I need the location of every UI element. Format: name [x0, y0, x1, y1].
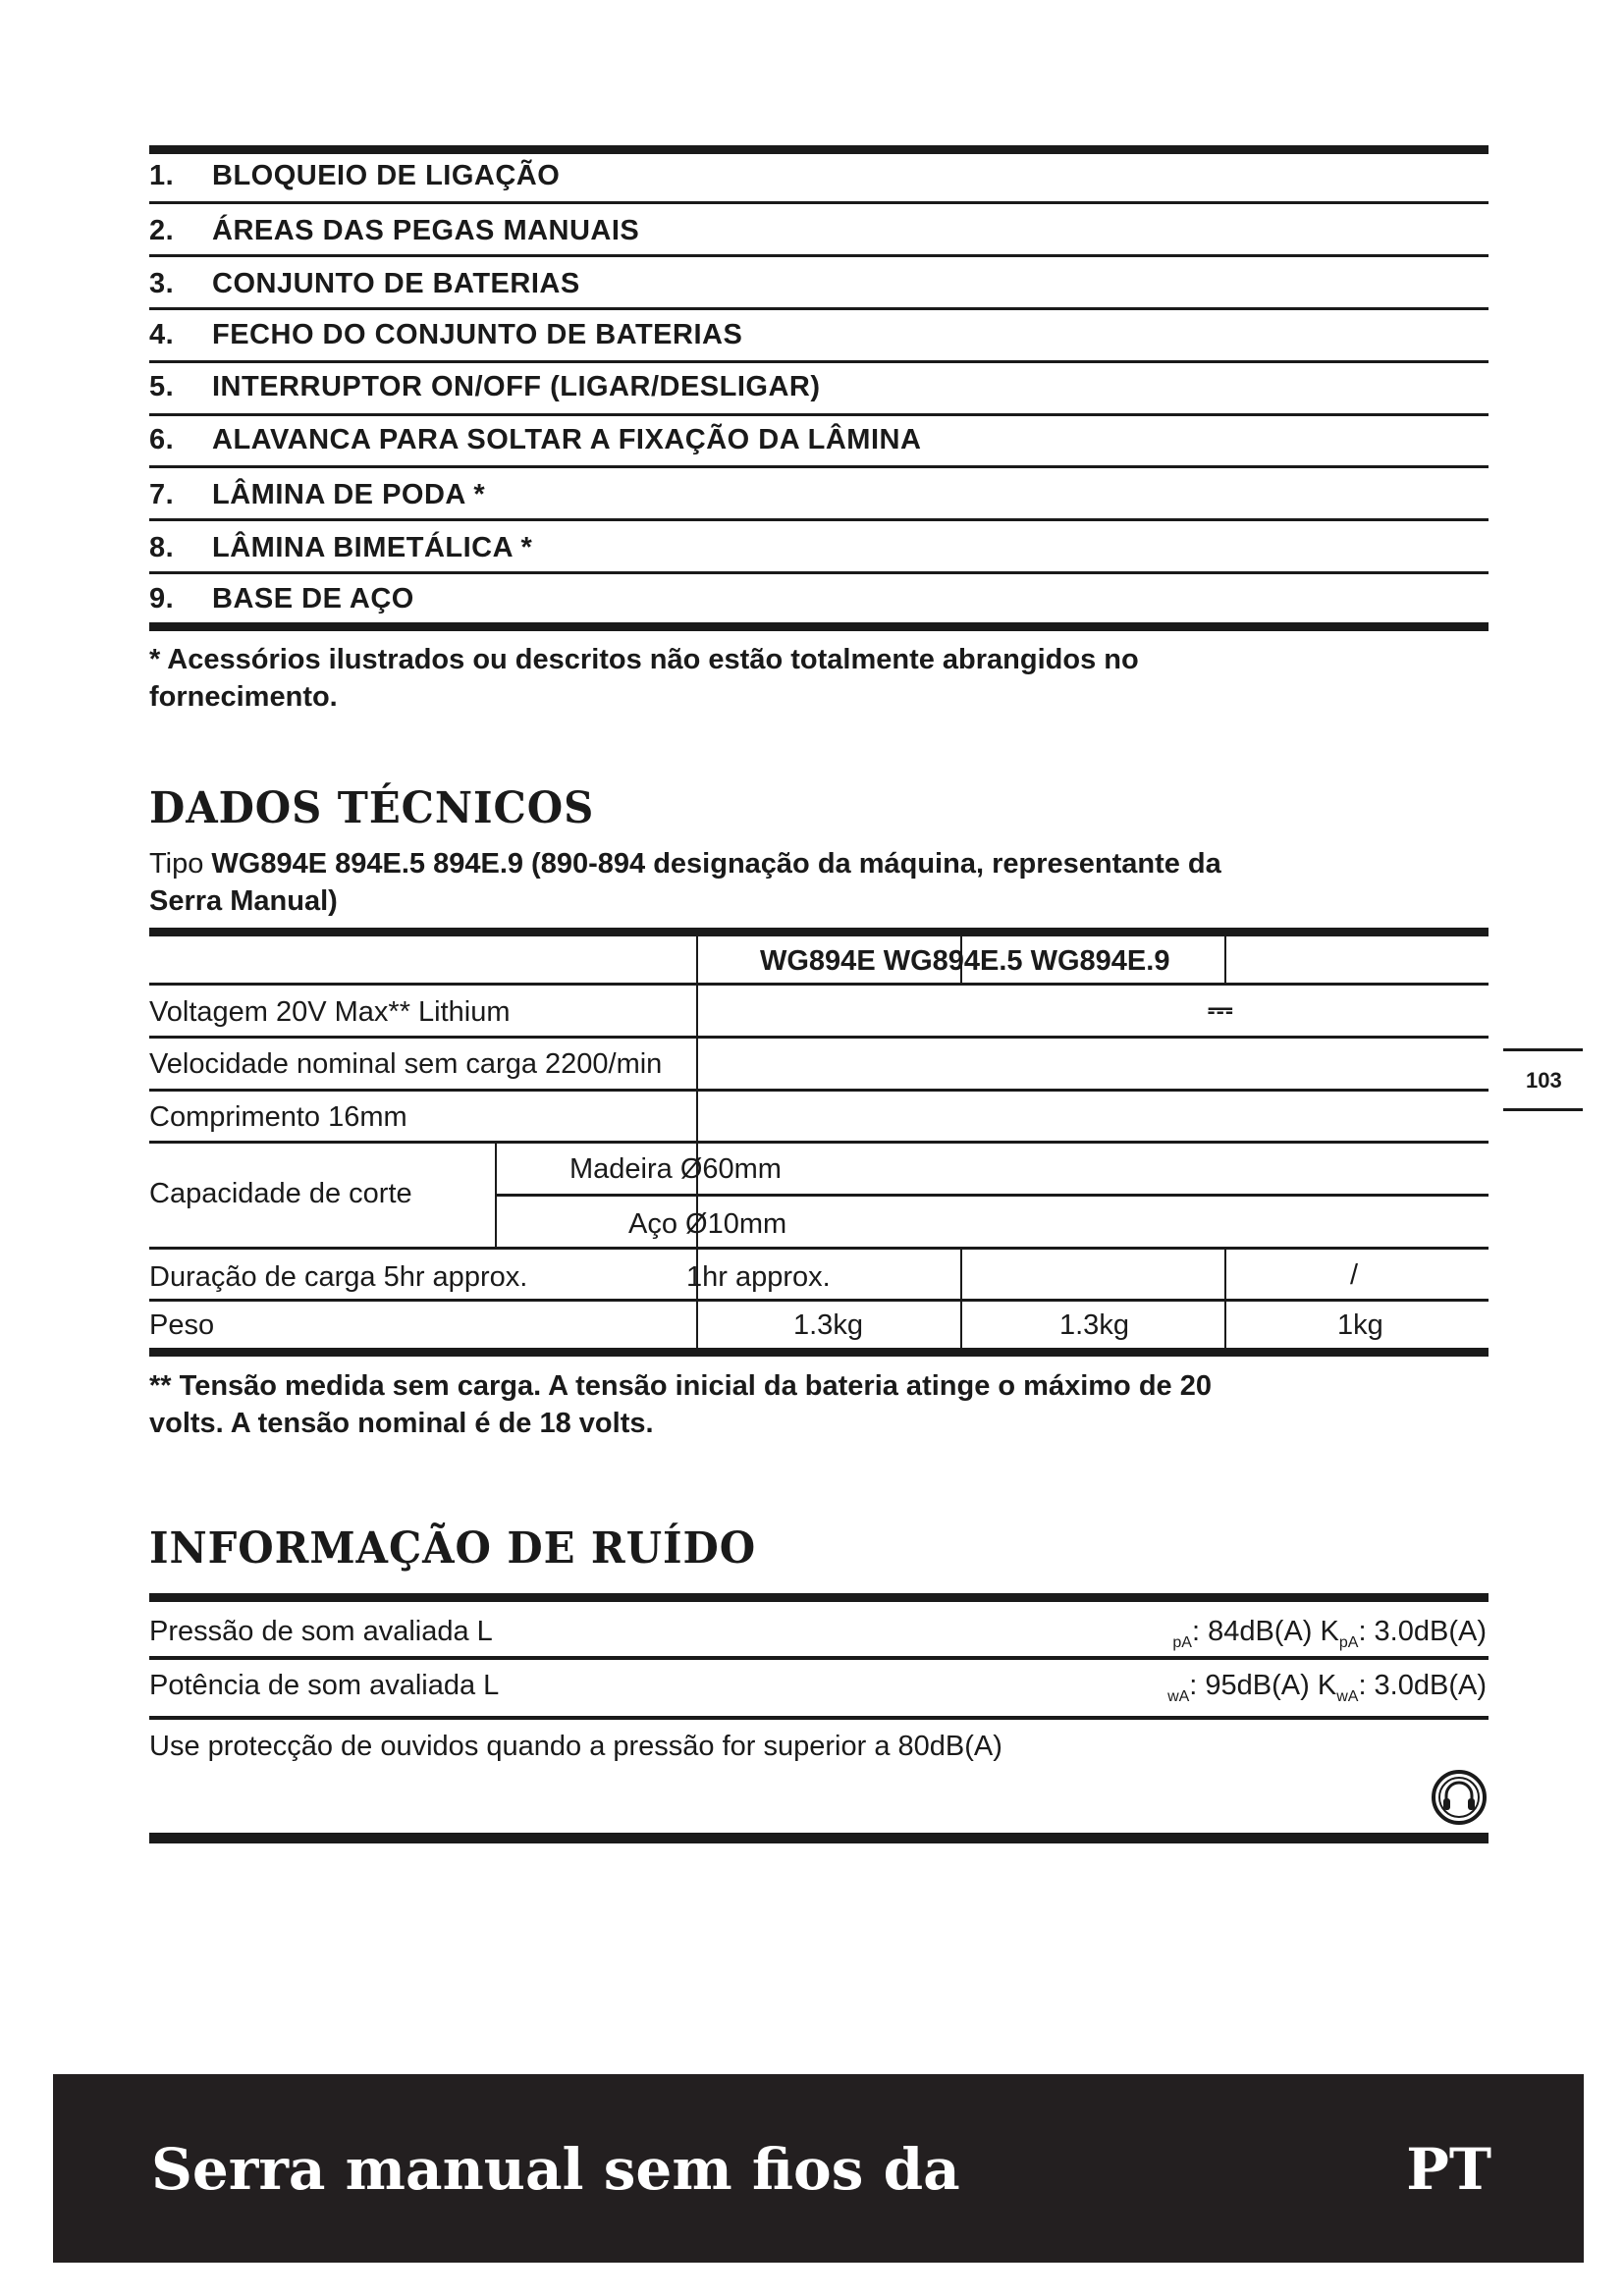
list-item — [149, 217, 639, 245]
item-number: 1. — [149, 160, 175, 191]
row-divider — [149, 1247, 1489, 1250]
divider — [149, 360, 1489, 363]
divider — [149, 1833, 1489, 1843]
divider — [149, 1656, 1489, 1660]
type-line — [149, 850, 1221, 879]
divider — [149, 465, 1489, 468]
subscript: pA — [1338, 1633, 1359, 1651]
speed-label: Velocidade nominal sem carga 2200/min — [149, 1048, 663, 1080]
voltage-label: Voltagem 20V Max** Lithium — [149, 996, 511, 1028]
ear-protection-warning: Use protecção de ouvidos quando a pressão for superior a 80dB(A) — [149, 1731, 1002, 1762]
divider — [149, 1593, 1489, 1602]
value: : 3.0dB(A) — [1358, 1616, 1487, 1647]
item-number: 7. — [149, 479, 175, 510]
weight-value: 1.3kg — [1059, 1309, 1129, 1341]
list-item — [149, 534, 532, 562]
item-label: ALAVANCA PARA SOLTAR A FIXAÇÃO DA LÂMINA — [212, 424, 922, 455]
type-models: WG894E 894E.5 894E.9 (890-894 designação da máquina, representante da — [211, 848, 1221, 880]
item-number: 3. — [149, 268, 175, 299]
value: : 95dB(A) K — [1189, 1670, 1337, 1701]
divider — [149, 145, 1489, 154]
item-label: FECHO DO CONJUNTO DE BATERIAS — [212, 319, 743, 350]
row-divider — [149, 1036, 1489, 1039]
value: : 84dB(A) K — [1191, 1616, 1339, 1647]
item-label: LÂMINA DE PODA * — [212, 479, 486, 510]
power-label: Potência de som avaliada L — [149, 1670, 500, 1701]
item-number: 4. — [149, 319, 175, 350]
row-divider — [149, 1141, 1489, 1144]
divider — [149, 622, 1489, 631]
voltage-footnote: volts. A tensão nominal é de 18 volts. — [149, 1408, 654, 1439]
footer-title: Serra manual sem fios da — [151, 2136, 960, 2203]
item-label: CONJUNTO DE BATERIAS — [212, 268, 580, 299]
length-label: Comprimento 16mm — [149, 1101, 407, 1133]
row-divider — [149, 1089, 1489, 1092]
divider — [149, 518, 1489, 521]
divider — [149, 307, 1489, 310]
value: : 3.0dB(A) — [1358, 1670, 1487, 1701]
pressure-value — [1172, 1618, 1487, 1651]
charge-duration-value: 1hr approx. — [686, 1261, 831, 1293]
parts-footnote: * Acessórios ilustrados ou descritos não estão totalmente abrangidos no — [149, 644, 1139, 675]
language-code: PT — [1406, 2136, 1491, 2203]
item-number: 2. — [149, 215, 175, 246]
subscript: pA — [1172, 1633, 1192, 1651]
list-item — [149, 481, 485, 509]
ear-protection-icon — [1431, 1769, 1488, 1826]
parts-footnote: fornecimento. — [149, 681, 338, 713]
list-item — [149, 162, 560, 190]
item-label: LÂMINA BIMETÁLICA * — [212, 532, 533, 563]
item-label: BASE DE AÇO — [212, 583, 414, 614]
divider — [149, 254, 1489, 257]
table-bottom-rule — [149, 1348, 1489, 1357]
divider — [149, 413, 1489, 416]
item-label: INTERRUPTOR ON/OFF (LIGAR/DESLIGAR) — [212, 371, 821, 402]
list-item — [149, 321, 742, 349]
divider — [149, 1716, 1489, 1720]
noise-heading: INFORMAÇÃO DE RUÍDO — [149, 1523, 757, 1574]
item-number: 8. — [149, 532, 175, 563]
tech-heading: DADOS TÉCNICOS — [149, 783, 595, 833]
item-label: ÁREAS DAS PEGAS MANUAIS — [212, 215, 640, 246]
power-value — [1167, 1672, 1487, 1705]
item-label: BLOQUEIO DE LIGAÇÃO — [212, 160, 561, 191]
col-divider — [696, 933, 698, 984]
row-divider — [149, 1299, 1489, 1302]
weight-label: Peso — [149, 1309, 215, 1341]
charge-duration-label: Duração de carga 5hr approx. — [149, 1261, 528, 1293]
divider — [149, 571, 1489, 574]
item-number: 6. — [149, 424, 175, 455]
weight-value: 1kg — [1337, 1309, 1383, 1341]
footer-band — [53, 2074, 1584, 2263]
table-top-rule — [149, 928, 1489, 936]
pressure-label: Pressão de som avaliada L — [149, 1616, 493, 1647]
list-item — [149, 426, 921, 454]
subscript: wA — [1167, 1687, 1190, 1705]
item-number: 9. — [149, 583, 175, 614]
dc-symbol-icon: ⎓ — [1208, 991, 1233, 1027]
divider — [149, 201, 1489, 204]
steel-capacity: Aço Ø10mm — [628, 1208, 787, 1240]
list-item — [149, 373, 821, 401]
divider — [1503, 1048, 1583, 1051]
list-item — [149, 585, 414, 614]
page-number: 103 — [1526, 1068, 1562, 1093]
weight-value: 1.3kg — [793, 1309, 863, 1341]
list-item — [149, 270, 580, 298]
row-divider — [497, 1194, 1489, 1197]
cut-capacity-label: Capacidade de corte — [149, 1178, 412, 1209]
type-prefix: Tipo — [149, 848, 212, 880]
item-number: 5. — [149, 371, 175, 402]
voltage-footnote: ** Tensão medida sem carga. A tensão inicial da bateria atinge o máximo de 20 — [149, 1370, 1212, 1402]
type-line-2: Serra Manual) — [149, 885, 338, 917]
divider — [1503, 1108, 1583, 1111]
col-divider — [1224, 933, 1226, 984]
row-divider — [149, 983, 1489, 986]
subscript: wA — [1336, 1687, 1359, 1705]
table-header: WG894E WG894E.5 WG894E.9 — [760, 945, 1170, 977]
wood-capacity: Madeira Ø60mm — [569, 1153, 782, 1185]
charge-duration-col3: / — [1350, 1259, 1359, 1291]
